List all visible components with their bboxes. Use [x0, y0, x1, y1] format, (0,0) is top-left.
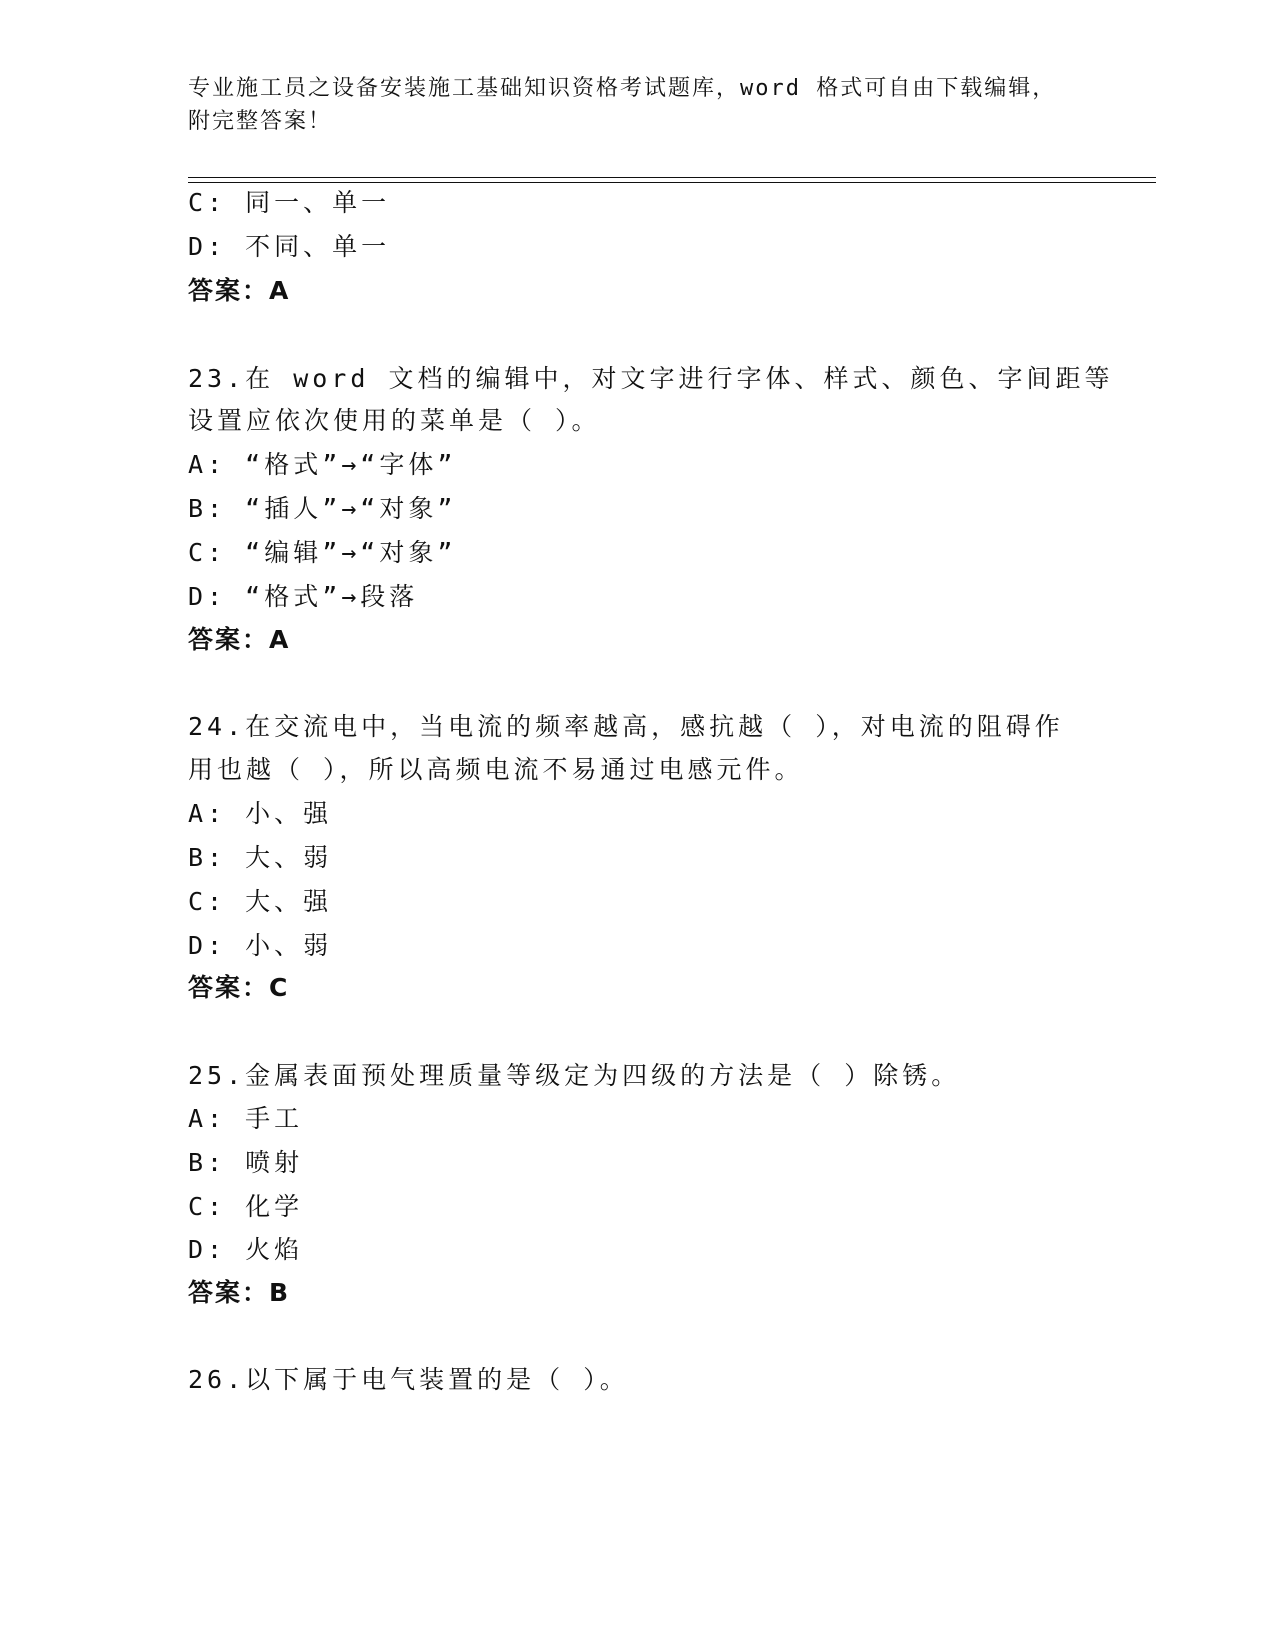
option-line: B: 大、弱: [188, 843, 333, 872]
answer-line: 答案：A: [188, 625, 291, 654]
option-line: D: “格式”→段落: [188, 582, 419, 611]
option-line: A: 手工: [188, 1104, 304, 1133]
document-header: 专业施工员之设备安装施工基础知识资格考试题库，word 格式可自由下载编辑， 附完整答案！: [188, 76, 1057, 134]
answer-line: 答案：B: [188, 1278, 291, 1307]
answer-line: 答案：C: [188, 973, 290, 1002]
question-stem-line: 用也越（ ），所以高频电流不易通过电感元件。: [188, 755, 804, 784]
option-line: D: 小、弱: [188, 931, 333, 960]
option-line: A: “格式”→“字体”: [188, 450, 457, 479]
answer-line: 答案：A: [188, 276, 291, 305]
header-divider-bottom: [188, 182, 1156, 183]
option-line: B: “插人”→“对象”: [188, 494, 457, 523]
option-line: D: 火焰: [188, 1235, 304, 1264]
option-line: C: 同一、单一: [188, 188, 391, 217]
question-stem-line: 设置应依次使用的菜单是（ ）。: [188, 406, 601, 435]
question-stem-line: 26.以下属于电气装置的是（ ）。: [188, 1365, 629, 1394]
question-stem-line: 23.在 word 文档的编辑中，对文字进行字体、样式、颜色、字间距等: [188, 364, 1114, 393]
option-line: C: 大、强: [188, 887, 333, 916]
question-stem-line: 24.在交流电中，当电流的频率越高，感抗越（ ），对电流的阻碍作: [188, 712, 1064, 741]
option-line: A: 小、强: [188, 799, 333, 828]
question-stem-line: 25.金属表面预处理质量等级定为四级的方法是（ ）除锈。: [188, 1061, 961, 1090]
option-line: B: 喷射: [188, 1148, 304, 1177]
header-divider-top: [188, 177, 1156, 178]
option-line: D: 不同、单一: [188, 232, 391, 261]
option-line: C: “编辑”→“对象”: [188, 538, 457, 567]
option-line: C: 化学: [188, 1192, 304, 1221]
